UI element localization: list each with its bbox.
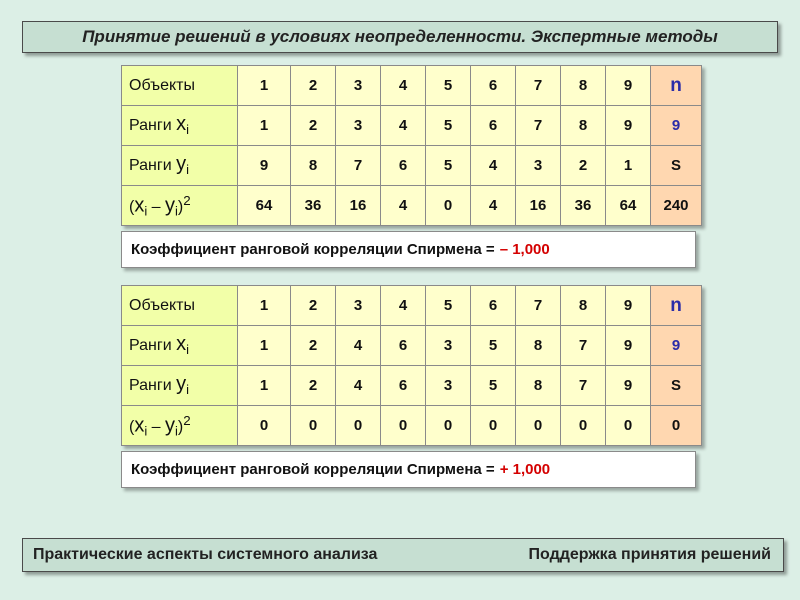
summary-cell: n [651, 286, 702, 326]
ranks-y-row-label: Ранги $y_i$ [122, 366, 238, 406]
table-cell: 0 [381, 406, 426, 446]
table-cell: 1 [238, 326, 291, 366]
table-cell: 6 [471, 286, 516, 326]
footer [22, 538, 784, 572]
summary-cell: S [651, 366, 702, 406]
table-cell: 1 [238, 106, 291, 146]
table-cell: 8 [561, 106, 606, 146]
spearman-table-1 [121, 65, 702, 226]
table-cell: 4 [336, 366, 381, 406]
diff-squared-row-label: $(x_i - y_i)^2$ [122, 406, 238, 446]
ranks-y-row [122, 366, 702, 406]
table-cell: 6 [381, 326, 426, 366]
table-cell: 0 [561, 406, 606, 446]
table-cell: 3 [426, 326, 471, 366]
spearman-coefficient-2 [121, 451, 696, 488]
coefficient-value: – 1,000 [499, 241, 550, 258]
table-cell: 7 [516, 286, 561, 326]
table-cell: 9 [606, 66, 651, 106]
table-cell: 2 [291, 326, 336, 366]
row-label-text: Объекты [129, 296, 195, 314]
table-cell: 4 [381, 106, 426, 146]
summary-cell: S [651, 146, 702, 186]
table-cell: 7 [516, 106, 561, 146]
table-cell: 3 [336, 66, 381, 106]
table-cell: 1 [238, 66, 291, 106]
table-cell: 8 [516, 326, 561, 366]
table-cell: 8 [561, 66, 606, 106]
summary-cell: 0 [651, 406, 702, 446]
table-cell: 5 [426, 106, 471, 146]
table-cell: 1 [238, 286, 291, 326]
table-cell: 7 [336, 146, 381, 186]
table-cell: 0 [336, 406, 381, 446]
ranks-y-row-label: Ранги $y_i$ [122, 146, 238, 186]
table-cell: 3 [516, 146, 561, 186]
table-cell: 0 [238, 406, 291, 446]
diff-squared-row-label: $(x_i - y_i)^2$ [122, 186, 238, 226]
footer-left-text: Практические аспекты системного анализа [33, 546, 378, 563]
table-cell: 0 [426, 186, 471, 226]
footer-right-text: Поддержка принятия решений [528, 546, 771, 563]
table-cell: 1 [606, 146, 651, 186]
diff-squared-row [122, 186, 702, 226]
table-cell: 7 [516, 66, 561, 106]
table-cell: 0 [606, 406, 651, 446]
slide-title-text: Принятие решений в условиях неопределенности. Экспертные методы [82, 27, 718, 46]
table-cell: 9 [606, 326, 651, 366]
table-cell: 4 [336, 326, 381, 366]
table-cell: 6 [471, 106, 516, 146]
table-cell: 8 [516, 366, 561, 406]
objects-row-label [122, 286, 238, 326]
spearman-table-2 [121, 285, 702, 446]
table-cell: 2 [291, 106, 336, 146]
table-cell: 0 [291, 406, 336, 446]
summary-cell: 9 [651, 326, 702, 366]
objects-row-label [122, 66, 238, 106]
table-cell: 2 [291, 286, 336, 326]
summary-cell: 9 [651, 106, 702, 146]
ranks-x-row [122, 106, 702, 146]
table-cell: 7 [561, 326, 606, 366]
table-cell: 3 [426, 366, 471, 406]
table-cell: 1 [238, 366, 291, 406]
table-cell: 16 [516, 186, 561, 226]
table-cell: 5 [426, 66, 471, 106]
coefficient-value: + 1,000 [499, 461, 551, 478]
table-cell: 4 [381, 286, 426, 326]
summary-cell: n [651, 66, 702, 106]
slide-title [22, 21, 778, 53]
table-cell: 8 [561, 286, 606, 326]
row-label-text: Ранги [129, 117, 172, 135]
table-cell: 7 [561, 366, 606, 406]
row-label-text: Объекты [129, 76, 195, 94]
table-cell: 4 [381, 66, 426, 106]
table-cell: 36 [291, 186, 336, 226]
table-cell: 5 [426, 286, 471, 326]
ranks-x-row-label: Ранги $x_i$ [122, 326, 238, 366]
table-cell: 0 [471, 406, 516, 446]
table-cell: 6 [381, 366, 426, 406]
table-cell: 9 [606, 286, 651, 326]
coefficient-label: Коэффициент ранговой корреляции Спирмена = [131, 241, 495, 258]
ranks-y-row [122, 146, 702, 186]
ranks-x-row [122, 326, 702, 366]
objects-row [122, 286, 702, 326]
table-cell: 5 [471, 326, 516, 366]
table-cell: 6 [471, 66, 516, 106]
coefficient-label: Коэффициент ранговой корреляции Спирмена = [131, 461, 495, 478]
table-cell: 2 [291, 366, 336, 406]
table-cell: 36 [561, 186, 606, 226]
diff-squared-row [122, 406, 702, 446]
table-cell: 5 [426, 146, 471, 186]
table-cell: 4 [471, 146, 516, 186]
table-cell: 9 [606, 366, 651, 406]
table-cell: 4 [381, 186, 426, 226]
table-cell: 3 [336, 106, 381, 146]
table-cell: 9 [606, 106, 651, 146]
spearman-coefficient-1 [121, 231, 696, 268]
table-cell: 64 [606, 186, 651, 226]
table-cell: 0 [426, 406, 471, 446]
ranks-x-row-label: Ранги $x_i$ [122, 106, 238, 146]
table-cell: 5 [471, 366, 516, 406]
objects-row [122, 66, 702, 106]
table-cell: 6 [381, 146, 426, 186]
table-cell: 2 [291, 66, 336, 106]
table-cell: 4 [471, 186, 516, 226]
row-label-text: Ранги [129, 377, 172, 395]
table-cell: 2 [561, 146, 606, 186]
table-cell: 0 [516, 406, 561, 446]
table-cell: 9 [238, 146, 291, 186]
table-cell: 8 [291, 146, 336, 186]
table-cell: 64 [238, 186, 291, 226]
row-label-text: Ранги [129, 157, 172, 175]
row-label-text: Ранги [129, 337, 172, 355]
table-cell: 16 [336, 186, 381, 226]
table-cell: 3 [336, 286, 381, 326]
summary-cell: 240 [651, 186, 702, 226]
